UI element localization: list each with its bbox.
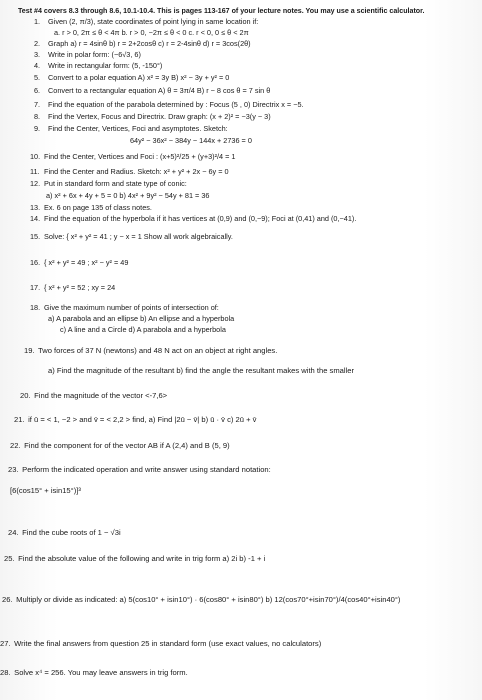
question-13: 13. Ex. 6 on page 135 of class notes.	[30, 203, 152, 212]
question-18-parts-cd: c) A line and a Circle d) A parabola and a hyperbola	[60, 325, 226, 334]
question-18-parts-ab: a) A parabola and an ellipse b) An ellipse and a hyperbola	[48, 314, 235, 323]
question-4: 4. Write in rectangular form: (5, -150°)	[34, 61, 163, 70]
question-22: 22. Find the component for of the vector AB if A (2,4) and B (5, 9)	[10, 441, 230, 450]
question-17: 17. { x² + y² = 52 ; xy = 24	[30, 283, 116, 292]
question-9-equation: 64y² − 36x² − 384y − 144x + 2736 = 0	[130, 136, 252, 145]
question-25: 25. Find the absolute value of the following and write in trig form a) 2i b) -1 + i	[4, 554, 266, 563]
question-28: 28. Solve x⁴ = 256. You may leave answers in trig form.	[0, 668, 188, 677]
question-19-parts: a) Find the magnitude of the resultant b) find the angle the resultant makes with the smaller	[48, 366, 355, 375]
question-1: 1. Given (2, π/3), state coordinates of point lying in same location if:	[34, 17, 259, 26]
question-21: 21. if ū = < 1, −2 > and v̄ = < 2,2 > find, a) Find |2ū − v̄| b) ū · v̄ c) 2ū + v̄	[14, 415, 257, 424]
question-16: 16. { x² + y² = 49 ; x² − y² = 49	[30, 258, 129, 267]
question-14: 14. Find the equation of the hyperbola if it has vertices at (0,9) and (0,−9); Foci at (0,41) and (0,−41).	[30, 214, 357, 223]
question-19: 19. Two forces of 37 N (newtons) and 48 N act on an object at right angles.	[24, 346, 278, 355]
question-8: 8. Find the Vertex, Focus and Directrix. Draw graph: (x + 2)² = −3(y − 3)	[34, 112, 271, 121]
question-7: 7. Find the equation of the parabola determined by : Focus (5 , 0) Directrix x = −5.	[34, 100, 304, 109]
test-header: Test #4 covers 8.3 through 8.6, 10.1-10.4. This is pages 113-167 of your lecture notes. You may use a scientific calculator.	[18, 7, 425, 15]
question-24: 24. Find the cube roots of 1 − √3i	[8, 528, 121, 537]
question-1-parts: a. r > 0, 2π ≤ θ < 4π b. r > 0, −2π ≤ θ < 0 c. r < 0, 0 ≤ θ < 2π	[54, 28, 249, 37]
question-23-expression: [6(cos15° + isin15°)]³	[10, 486, 81, 495]
question-26: 26. Multiply or divide as indicated: a) 5(cos10° + isin10°) · 6(cos80° + isin80°) b) 12(cos70°+isin70°)/4(cos40°+isin40°)	[2, 595, 401, 604]
question-15: 15. Solve: { x² + y² = 41 ; y − x = 1 Show all work algebraically.	[30, 232, 233, 241]
question-9: 9. Find the Center, Vertices, Foci and asymptotes. Sketch:	[34, 124, 228, 133]
question-12-parts: a) x² + 6x + 4y + 5 = 0 b) 4x² + 9y² − 54y + 81 = 36	[46, 191, 210, 200]
question-18: 18. Give the maximum number of points of intersection of:	[30, 303, 219, 312]
question-3: 3. Write in polar form: (−6√3, 6)	[34, 50, 141, 59]
question-11: 11. Find the Center and Radius. Sketch: x² + y² + 2x − 6y = 0	[30, 167, 229, 176]
question-10: 10. Find the Center, Vertices and Foci : (x+5)²/25 + (y+3)²/4 = 1	[30, 152, 236, 161]
question-5: 5. Convert to a polar equation A) x² = 3y B) x² − 3y + y² = 0	[34, 73, 230, 82]
question-23: 23. Perform the indicated operation and write answer using standard notation:	[8, 465, 271, 474]
question-27: 27. Write the final answers from question 25 in standard form (use exact values, no calculators)	[0, 639, 322, 648]
question-6: 6. Convert to a rectangular equation A) θ = 3π/4 B) r − 8 cos θ = 7 sin θ	[34, 86, 271, 95]
question-20: 20. Find the magnitude of the vector <-7,6>	[20, 391, 168, 400]
question-12: 12. Put in standard form and state type of conic:	[30, 179, 187, 188]
question-2: 2. Graph a) r = 4sinθ b) r = 2+2cosθ c) r = 2-4sinθ d) r = 3cos(2θ)	[34, 39, 251, 48]
